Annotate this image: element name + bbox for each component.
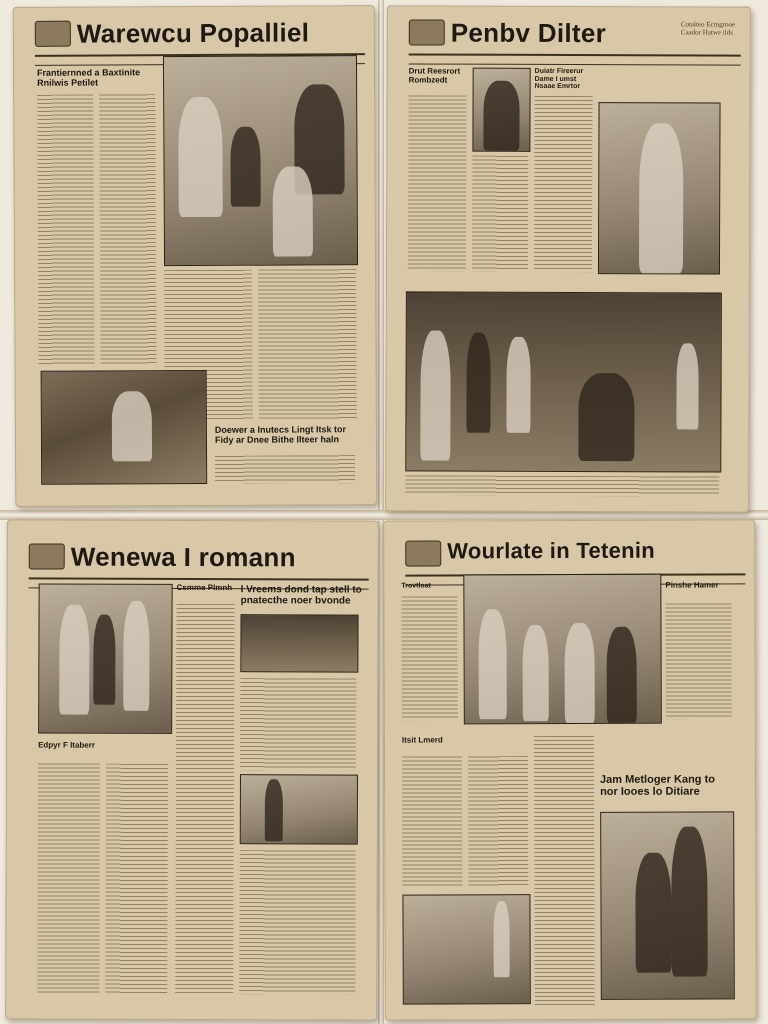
person bbox=[178, 97, 223, 217]
man-in-hat-photo bbox=[41, 370, 208, 485]
crest-logo bbox=[35, 21, 71, 47]
person bbox=[671, 827, 708, 977]
side-heading: Frantiernned a Baxtinite Rnilwis Petilet bbox=[37, 67, 141, 88]
crest-logo bbox=[29, 543, 65, 569]
newspaper-page-4 bbox=[383, 519, 757, 1020]
left-heading: Drut Reesrort Rombzedt bbox=[408, 66, 461, 85]
person bbox=[639, 123, 684, 273]
inset-heading: Doewer a Inutecs Lingt Itsk tor Fidy ar Dnee Bithe Ilteer haln bbox=[214, 424, 346, 445]
boys-photo bbox=[600, 811, 735, 999]
left-heading: Trovtloat bbox=[401, 582, 431, 590]
person bbox=[676, 343, 698, 429]
text-column bbox=[468, 756, 528, 886]
person bbox=[420, 330, 450, 460]
park-photo bbox=[402, 894, 530, 1004]
person bbox=[273, 166, 313, 256]
person bbox=[506, 337, 530, 433]
text-column bbox=[401, 596, 457, 720]
date-line bbox=[409, 55, 741, 65]
right-heading: I Vreems dond tap stell to pnatecthe noer bvonde bbox=[240, 584, 362, 607]
text-column bbox=[240, 678, 356, 770]
text-column bbox=[408, 95, 467, 271]
mid-heading: Duiatr Fireerur Dame I umst Nsaae Emrtor bbox=[534, 67, 584, 91]
masthead bbox=[405, 533, 745, 576]
workers-photo bbox=[38, 583, 173, 733]
person bbox=[483, 81, 519, 151]
masthead bbox=[409, 13, 741, 56]
masthead bbox=[35, 13, 365, 57]
standing-man-photo bbox=[598, 102, 721, 274]
mid-heading: Itsit Lmerd bbox=[401, 735, 443, 745]
mid-heading: Csmme Plmnh bbox=[176, 582, 233, 593]
story-heading: Jam Metloger Kang to nor Iooes lo Ditiare bbox=[600, 773, 715, 798]
person bbox=[564, 623, 594, 723]
newspaper-page-3 bbox=[5, 519, 379, 1020]
text-column bbox=[175, 604, 234, 994]
text-column bbox=[37, 95, 94, 365]
person bbox=[493, 901, 509, 977]
person bbox=[478, 609, 506, 719]
newspaper-page-2 bbox=[385, 5, 751, 512]
person bbox=[578, 373, 634, 461]
text-column bbox=[258, 269, 357, 420]
person bbox=[466, 333, 490, 433]
person bbox=[112, 391, 152, 461]
tagline: Cotalteo Ecmgrooe Caador Hatwe ilds bbox=[680, 20, 736, 37]
text-column bbox=[534, 96, 593, 272]
text-column bbox=[402, 756, 462, 886]
text-column bbox=[99, 94, 156, 364]
caption-text bbox=[405, 475, 719, 496]
text-column bbox=[37, 763, 100, 993]
person bbox=[522, 625, 548, 721]
newspaper-page-1 bbox=[13, 5, 378, 507]
text-column bbox=[239, 850, 356, 994]
text-column bbox=[665, 603, 731, 719]
group-photo bbox=[463, 574, 662, 725]
text-column bbox=[105, 764, 168, 994]
field-photo bbox=[240, 774, 358, 844]
person bbox=[230, 127, 260, 207]
person bbox=[93, 615, 115, 705]
portrait-photo bbox=[472, 68, 530, 152]
crowd-photo bbox=[240, 614, 358, 672]
person bbox=[635, 853, 671, 973]
person bbox=[265, 779, 283, 841]
newspaper-title: Penbv Dilter bbox=[450, 17, 607, 49]
newspaper-title: Wenewa I romann bbox=[70, 541, 296, 573]
person bbox=[123, 601, 149, 711]
text-column bbox=[534, 736, 595, 1006]
crest-logo bbox=[405, 540, 441, 566]
left-heading: Edpyr F Itaberr bbox=[38, 740, 96, 750]
person bbox=[59, 605, 89, 715]
newspaper-title: Wourlate in Tetenin bbox=[447, 537, 656, 564]
text-column bbox=[215, 455, 355, 484]
family-photo bbox=[163, 55, 358, 266]
crowd-photo bbox=[405, 291, 722, 472]
crest-logo bbox=[409, 19, 445, 45]
right-heading: Pinshe Hamer bbox=[665, 580, 719, 590]
newspaper-title: Warewcu Popalliel bbox=[76, 17, 310, 49]
text-column bbox=[472, 156, 528, 272]
masthead bbox=[29, 537, 369, 580]
person bbox=[607, 627, 637, 723]
